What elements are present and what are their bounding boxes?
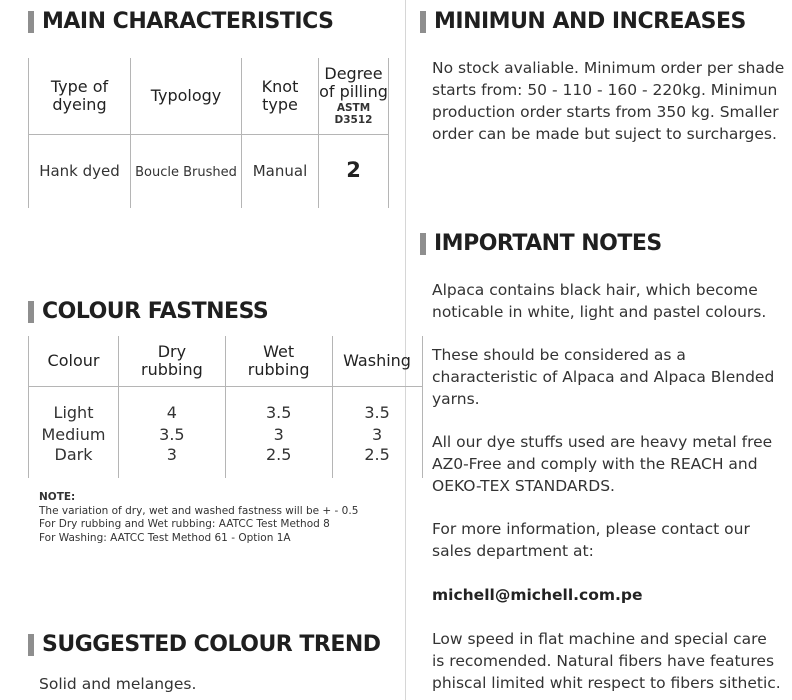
- heading-bar-icon: [420, 11, 426, 33]
- washing-cell: 3.5: [364, 403, 390, 423]
- wet-rubbing-cell: 3.5: [265, 403, 292, 423]
- wet-rubbing-cell: 2.5: [265, 445, 292, 464]
- text-line: AZ0-Free and comply with the REACH and: [432, 455, 758, 473]
- note-line: For Dry rubbing and Wet rubbing: AATCC Test Method 8: [39, 518, 330, 530]
- text-line: production order starts from 350 kg. Smaller: [432, 103, 779, 121]
- colour-cell: Light: [53, 403, 94, 423]
- main-characteristics-heading: [28, 9, 333, 34]
- header-degree-of-pilling: Degree of pilling: [319, 63, 388, 101]
- value-typology: Boucle Brushed: [135, 164, 237, 180]
- minimum-and-increases-title: MINIMUN AND INCREASES: [434, 9, 746, 34]
- value-knot-type: Manual: [252, 162, 308, 181]
- text-line: phiscal limited whit respect to fibers sithetic.: [432, 674, 781, 692]
- table-row: [29, 424, 423, 446]
- dry-rubbing-cell: 3: [166, 445, 177, 464]
- washing-cell: 3: [371, 425, 383, 445]
- table-row: [29, 134, 389, 208]
- important-notes-title: IMPORTANT NOTES: [434, 231, 662, 256]
- dry-rubbing-cell: 3.5: [159, 425, 185, 445]
- heading-bar-icon: [420, 233, 426, 255]
- table-header-row: [29, 336, 423, 386]
- heading-bar-icon: [28, 301, 34, 323]
- note-title: NOTE:: [39, 491, 76, 503]
- important-note-paragraph: [432, 344, 774, 410]
- important-note-paragraph: [432, 431, 772, 497]
- text-line: yarns.: [432, 390, 480, 408]
- colour-fastness-heading: [28, 299, 268, 324]
- pilling-standard: ASTM D3512: [334, 102, 373, 127]
- header-knot-type: Knot type: [261, 76, 299, 114]
- text-line: is recomended. Natural fibers have features: [432, 652, 775, 670]
- heading-bar-icon: [28, 11, 34, 33]
- text-line: starts from: 50 - 110 - 160 - 220kg. Minimun: [432, 81, 778, 99]
- heading-bar-icon: [28, 634, 34, 656]
- text-line: No stock avaliable. Minimum order per shade: [432, 59, 785, 77]
- header-typology: Typology: [150, 85, 222, 105]
- table-row: [29, 402, 423, 424]
- suggested-colour-trend-heading: [28, 632, 381, 657]
- important-notes-heading: [420, 231, 662, 256]
- value-type-of-dyeing: Hank dyed: [39, 162, 120, 181]
- colour-cell: Dark: [54, 445, 93, 464]
- text-line: All our dye stuffs used are heavy metal free: [432, 433, 773, 451]
- suggested-colour-trend-text: Solid and melanges.: [39, 675, 197, 693]
- important-note-paragraph: [432, 279, 766, 323]
- note-line: For Washing: AATCC Test Method 61 - Option 1A: [39, 531, 291, 544]
- washing-cell: 2.5: [364, 445, 390, 464]
- wet-rubbing-cell: 3: [273, 425, 284, 445]
- minimum-and-increases-heading: [420, 9, 746, 34]
- main-characteristics-title: MAIN CHARACTERISTICS: [42, 9, 334, 34]
- note-line: The variation of dry, wet and washed fastness will be + - 0.5: [39, 504, 359, 517]
- header-type-of-dyeing: Type of dyeing: [50, 76, 109, 114]
- suggested-colour-trend-title: SUGGESTED COLOUR TREND: [42, 632, 381, 657]
- value-degree-of-pilling: 2: [346, 158, 361, 183]
- important-note-paragraph: [432, 628, 781, 694]
- text-line: Low speed in flat machine and special care: [432, 630, 767, 648]
- sales-email-link[interactable]: michell@michell.com.pe: [432, 586, 643, 604]
- text-line: Alpaca contains black hair, which become: [432, 281, 758, 299]
- text-line: sales department at:: [432, 542, 594, 560]
- main-characteristics-table: [28, 58, 389, 208]
- fastness-note: [39, 491, 358, 545]
- minimum-and-increases-text: [432, 57, 784, 145]
- dry-rubbing-cell: 4: [166, 403, 177, 423]
- colour-fastness-table: [28, 336, 423, 478]
- text-line: noticable in white, light and pastel colours.: [432, 303, 767, 321]
- colour-fastness-title: COLOUR FASTNESS: [42, 299, 269, 324]
- table-header-row: [29, 58, 389, 134]
- text-line: order can be made but suject to surcharges.: [432, 125, 777, 143]
- header-colour: Colour: [47, 350, 100, 370]
- important-note-paragraph: [432, 518, 750, 562]
- header-dry-rubbing: Dry rubbing: [141, 341, 203, 379]
- header-washing: Washing: [343, 350, 411, 370]
- text-line: OEKO-TEX STANDARDS.: [432, 477, 615, 495]
- text-line: characteristic of Alpaca and Alpaca Blended: [432, 368, 775, 386]
- table-row: [29, 446, 423, 478]
- header-wet-rubbing: Wet rubbing: [247, 341, 310, 379]
- text-line: For more information, please contact our: [432, 520, 750, 538]
- colour-cell: Medium: [41, 425, 106, 445]
- text-line: These should be considered as a: [432, 346, 686, 364]
